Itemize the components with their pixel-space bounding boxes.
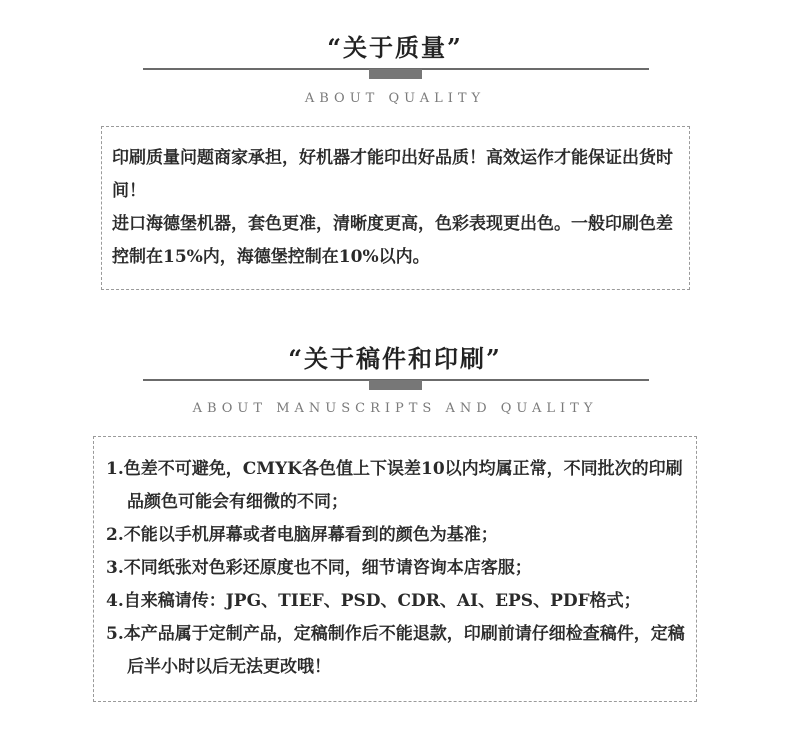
list-item: 4.自来稿请传：JPG、TIEF、PSD、CDR、AI、EPS、PDF格式； [106,591,641,611]
section2-subtitle: ABOUT MANUSCRIPTS AND QUALITY [192,401,598,416]
list-item: 2.不能以手机屏幕或者电脑屏幕看到的颜色为基准； [106,525,498,545]
section2-title: “关于稿件和印刷” [288,344,502,373]
quality-info-box [101,126,690,290]
quality-paragraph-2: 进口海德堡机器，套色更准，清晰度更高，色彩表现更出色。一般印刷色差控制在15%内，海德堡控制在10%以内。 [112,214,673,267]
section1-title: “关于质量” [327,33,463,62]
section1-subtitle: ABOUT QUALITY [304,91,486,106]
list-item: 5.本产品属于定制产品，定稿制作后不能退款，印刷前请仔细检查稿件，定稿后半小时以后无法更改哦！ [106,624,685,677]
list-item: 1.色差不可避免，CMYK各色值上下误差10以内均属正常，不同批次的印刷品颜色可能会有细微的不同； [106,459,683,512]
list-item: 3.不同纸张对色彩还原度也不同，细节请咨询本店客服； [106,558,532,578]
section1-divider-accent [369,69,422,79]
manuscripts-info-box [93,436,697,702]
quality-paragraph-1: 印刷质量问题商家承担，好机器才能印出好品质！高效运作才能保证出货时间！ [112,148,673,201]
section2-divider-accent [369,380,422,390]
